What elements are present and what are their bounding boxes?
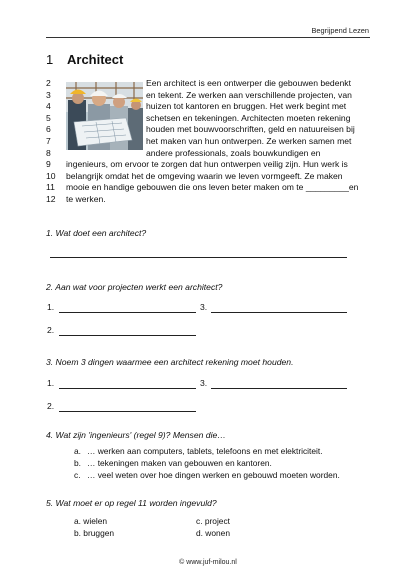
line-number: 5	[46, 112, 51, 123]
line-text: houden met bouwvoorschriften, geld en natuureisen bij	[146, 124, 355, 135]
footer-copyright: © www.juf-milou.nl	[179, 559, 237, 566]
answer-line-q2-3[interactable]	[211, 312, 347, 313]
line-number: 11	[46, 182, 55, 193]
passage-line	[46, 159, 376, 171]
architects-photo	[66, 82, 143, 150]
line-number: 12	[46, 193, 56, 204]
line-text: te werken.	[66, 193, 106, 204]
header-label: Begrijpend Lezen	[311, 26, 369, 35]
answer-line-q2-2[interactable]	[59, 335, 196, 336]
option-letter: c.	[74, 470, 81, 481]
line-text: andere professionals, zoals bouwkundigen en	[146, 147, 321, 158]
line-text: schetsen en tekeningen. Architecten moeten rekening	[146, 112, 351, 123]
passage-line	[46, 194, 376, 206]
q4-option-b[interactable]	[74, 457, 340, 469]
question-4: 4. Wat zijn 'ingenieurs' (regel 9)? Mensen die…	[46, 430, 226, 440]
blank-label-1: 1.	[47, 378, 55, 388]
option-text: … tekeningen maken van gebouwen en kantoren.	[87, 458, 272, 469]
answer-line-q3-3[interactable]	[211, 388, 347, 389]
option-text: … werken aan computers, tablets, telefoons en met elektriciteit.	[87, 446, 323, 456]
option-letter: b.	[74, 458, 81, 469]
option-text: … veel weten over hoe dingen werken en gebouwd moeten worden.	[87, 470, 340, 481]
line-number: 10	[46, 170, 56, 181]
question-3: 3. Noem 3 dingen waarmee een architect rekening moet houden.	[46, 357, 294, 367]
header-rule	[46, 37, 370, 38]
line-number: 4	[46, 101, 51, 112]
line-number: 9	[46, 159, 51, 170]
line-text: mooie en handige gebouwen die ons leven beter maken om te _________en	[66, 182, 359, 193]
q5-option-c[interactable]: c. project	[196, 516, 230, 526]
q5-option-b[interactable]: b. bruggen	[74, 528, 115, 538]
title-row	[46, 52, 123, 68]
line-number: 7	[46, 135, 51, 146]
architects-illustration	[66, 82, 143, 150]
q5-option-d[interactable]: d. wonen	[196, 528, 230, 538]
passage-line	[46, 171, 376, 183]
line-number: 6	[46, 124, 51, 135]
title-number: 1	[46, 52, 54, 67]
q4-option-c[interactable]	[74, 469, 340, 481]
blank-label-2: 2.	[47, 401, 55, 411]
answer-line-q1[interactable]	[50, 257, 347, 258]
blank-label-1: 1.	[47, 302, 55, 312]
q5-option-a[interactable]: a. wielen	[74, 516, 108, 526]
line-text: het maken van hun ontwerpen. Ze werken samen met	[146, 135, 352, 146]
q4-option-a[interactable]	[74, 445, 340, 457]
line-number: 2	[46, 78, 51, 88]
question-5: 5. Wat moet er op regel 11 worden ingevuld?	[46, 498, 217, 508]
line-text: ingenieurs, om ervoor te zorgen dat hun ontwerpen veilig zijn. Hun werk is	[66, 159, 348, 170]
line-text: belangrijk omdat het de omgeving waarin we leven vormgeeft. Ze maken	[66, 170, 343, 181]
line-text: huizen tot kantoren en bruggen. Het werk begint met	[146, 101, 347, 112]
q4-options	[74, 445, 340, 482]
blank-label-3: 3.	[200, 378, 208, 388]
line-number: 8	[46, 147, 51, 158]
option-letter: a.	[74, 446, 81, 456]
line-text: Een architect is een ontwerper die gebouwen bedenkt	[146, 78, 351, 88]
passage-line	[46, 182, 376, 194]
answer-line-q2-1[interactable]	[59, 312, 196, 313]
page-title: Architect	[67, 52, 124, 67]
answer-line-q3-2[interactable]	[59, 411, 196, 412]
answer-line-q3-1[interactable]	[59, 388, 196, 389]
question-1: 1. Wat doet een architect?	[46, 228, 147, 238]
blank-label-2: 2.	[47, 325, 55, 335]
question-2: 2. Aan wat voor projecten werkt een architect?	[46, 282, 223, 292]
line-number: 3	[46, 89, 51, 100]
blank-label-3: 3.	[200, 302, 208, 312]
line-text: en tekent. Ze werken aan verschillende projecten, van	[146, 89, 352, 100]
